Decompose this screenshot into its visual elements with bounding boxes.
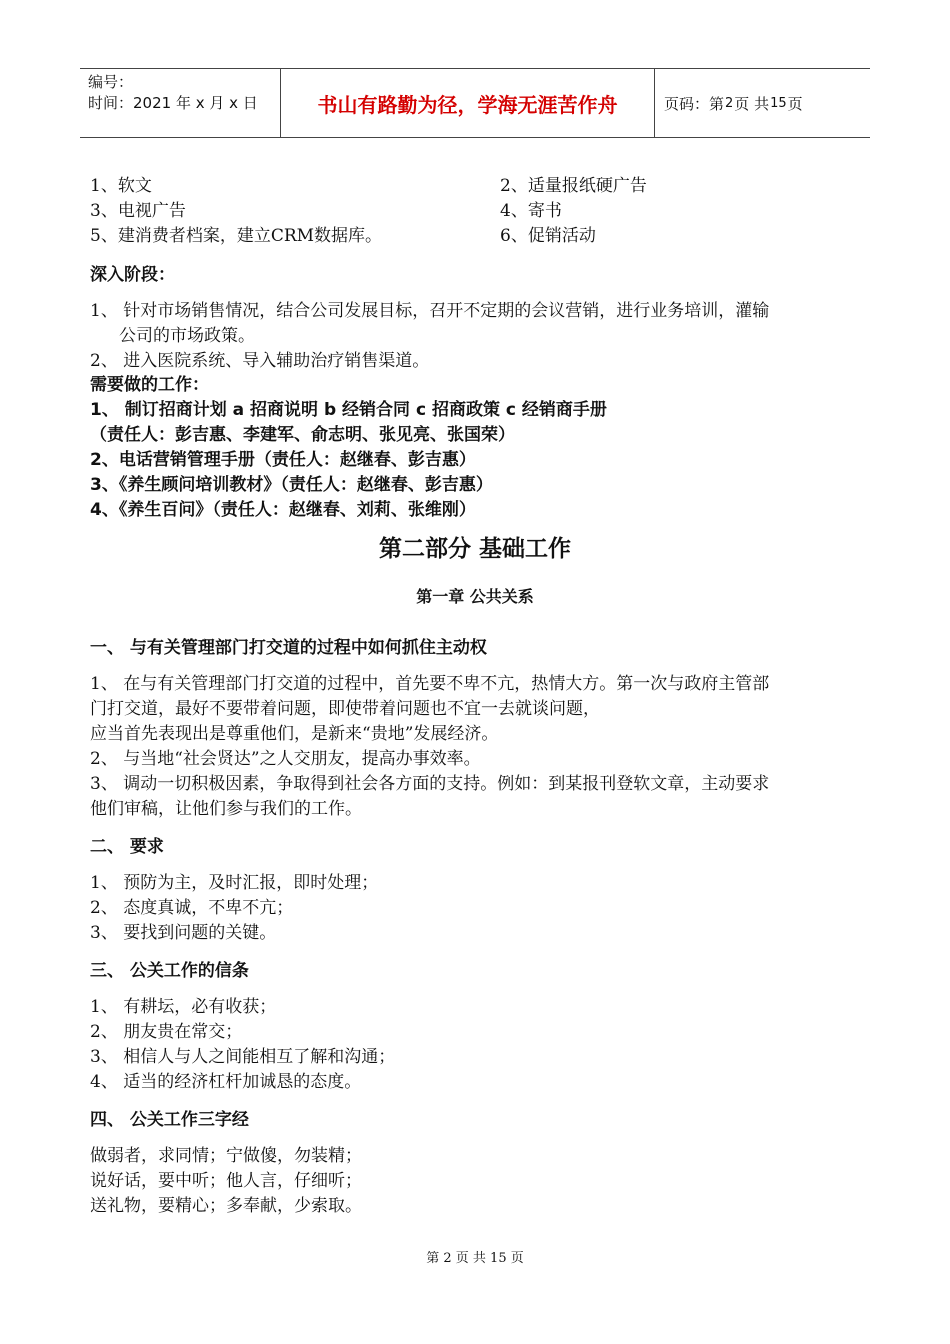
- header-meta-cell: [80, 69, 280, 137]
- header-motto: 书山有路勤为径，学海无涯苦作舟: [280, 69, 655, 137]
- section-heading: 四、 公关工作三字经: [90, 1110, 249, 1130]
- header-page-indicator: [655, 69, 870, 137]
- task-line: 2、电话营销管理手册（责任人：赵继春、彭吉惠）: [90, 450, 476, 470]
- paragraph-line: 1、 针对市场销售情况，结合公司发展目标，召开不定期的会议营销，进行业务培训，灌输: [90, 301, 770, 321]
- section-heading: 一、 与有关管理部门打交道的过程中如何抓住主动权: [90, 638, 487, 658]
- section-heading: 二、 要求: [90, 837, 164, 857]
- section-heading: 三、 公关工作的信条: [90, 961, 249, 981]
- paragraph-line: 2、 进入医院系统、导入辅助治疗销售渠道。: [90, 351, 430, 371]
- list-item: 1、 预防为主，及时汇报，即时处理；: [90, 873, 379, 893]
- page-prefix: 页码：第: [664, 94, 725, 113]
- chapter-title: 第一章 公共关系: [416, 587, 534, 606]
- page-number: 2: [725, 95, 734, 111]
- list-item: 2、适量报纸硬广告: [500, 176, 647, 196]
- paragraph-line: 他们审稿，让他们参与我们的工作。: [90, 799, 362, 819]
- list-item: 5、建消费者档案，建立CRM数据库。: [90, 226, 383, 246]
- paragraph-line: 1、 在与有关管理部门打交道的过程中，首先要不卑不亢，热情大方。第一次与政府主管部: [90, 674, 770, 694]
- verse-line: 送礼物，要精心；多奉献，少索取。: [90, 1196, 362, 1216]
- page-total: 15: [770, 95, 787, 111]
- list-item: 4、 适当的经济杠杆加诚恳的态度。: [90, 1072, 362, 1092]
- list-item: 6、促销活动: [500, 226, 596, 246]
- section-heading: 需要做的工作：: [90, 375, 209, 395]
- task-line: 3、《养生顾问培训教材》（责任人：赵继春、彭吉惠）: [90, 475, 493, 495]
- paragraph-line: 应当首先表现出是尊重他们，是新来“贵地”发展经济。: [90, 724, 499, 744]
- task-line: 1、 制订招商计划 a 招商说明 b 经销合同 c 招商政策 c 经销商手册: [90, 400, 607, 420]
- list-item: 3、 相信人与人之间能相互了解和沟通；: [90, 1047, 396, 1067]
- list-item: 3、 要找到问题的关键。: [90, 923, 277, 943]
- verse-line: 做弱者，求同情；宁做傻，勿装精；: [90, 1146, 362, 1166]
- list-item: 2、 态度真诚，不卑不亢；: [90, 898, 294, 918]
- document-date: 时间：2021 年 x 月 x 日: [88, 94, 258, 112]
- paragraph-line: 2、 与当地“社会贤达”之人交朋友，提高办事效率。: [90, 749, 481, 769]
- paragraph-line: 门打交道，最好不要带着问题，即使带着问题也不宜一去就谈问题，: [90, 699, 600, 719]
- list-item: 2、 朋友贵在常交；: [90, 1022, 243, 1042]
- task-line: 4、《养生百问》（责任人：赵继春、刘莉、张维刚）: [90, 500, 476, 520]
- page-suffix: 页: [787, 94, 803, 113]
- paragraph-line: 公司的市场政策。: [119, 326, 255, 346]
- section-heading: 深入阶段：: [90, 265, 175, 285]
- part-title: 第二部分 基础工作: [378, 536, 571, 562]
- list-item: 1、软文: [90, 176, 152, 196]
- list-item: 3、电视广告: [90, 201, 186, 221]
- page-footer: 第 2 页 共 15 页: [426, 1251, 524, 1266]
- page-header-table: [80, 68, 870, 138]
- paragraph-line: 3、 调动一切积极因素，争取得到社会各方面的支持。例如：到某报刊登软文章，主动要求: [90, 774, 770, 794]
- list-item: 1、 有耕坛，必有收获；: [90, 997, 277, 1017]
- page-mid: 页 共: [734, 94, 770, 113]
- verse-line: 说好话，要中听；他人言，仔细听；: [90, 1171, 362, 1191]
- document-number-label: 编号：: [88, 73, 134, 91]
- task-line: （责任人：彭吉惠、李建军、俞志明、张见亮、张国荣）: [90, 425, 515, 445]
- list-item: 4、寄书: [500, 201, 562, 221]
